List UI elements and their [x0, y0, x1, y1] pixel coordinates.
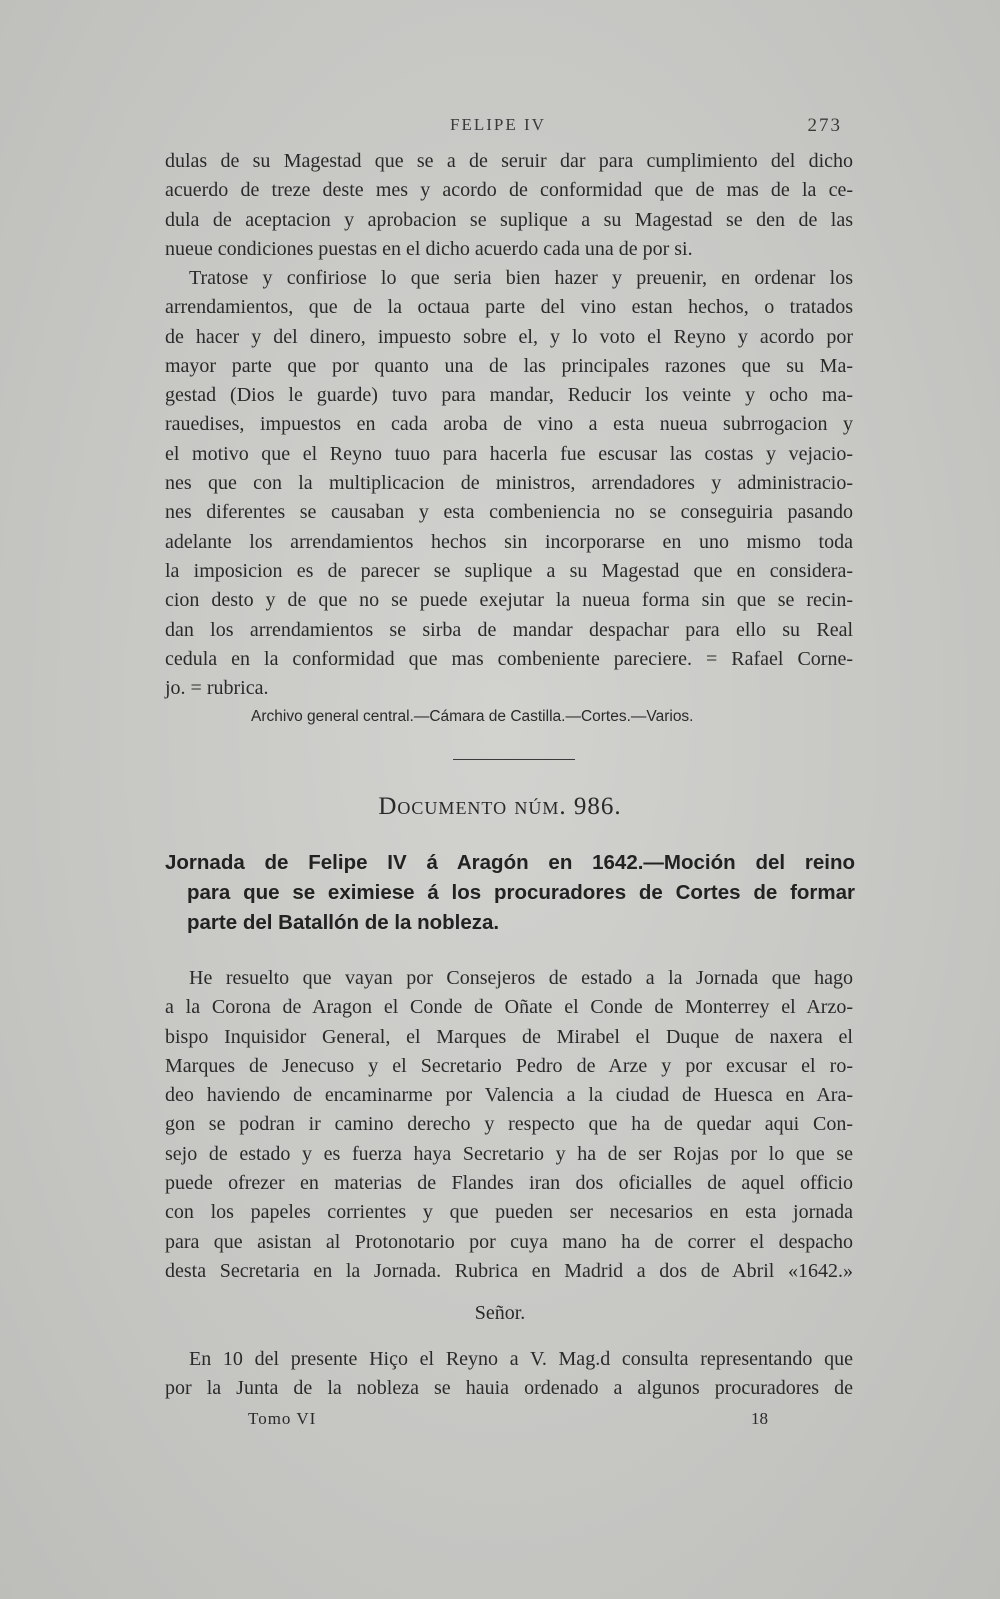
text-line: jo. = rubrica. — [165, 677, 269, 700]
salutation: Señor. — [474, 1302, 526, 1324]
heading-line: Jornada de Felipe IV á Aragón en 1642.—Moción del reino — [165, 851, 855, 874]
heading-line: para que se eximiese á los procuradores de Cortes de formar — [187, 881, 855, 904]
running-title: FELIPE IV — [450, 115, 546, 134]
text-line: nes que con la multiplicacion de ministros, arrendadores y administracio- — [165, 472, 853, 495]
text-line: desta Secretaria en la Jornada. Rubrica en Madrid a dos de Abril «1642.» — [165, 1259, 853, 1282]
text-line: dulas de su Magestad que se a de seruir dar para cumplimiento del dicho — [165, 150, 853, 172]
text-line: gestad (Dios le guarde) tuvo para mandar, Reducir los veinte y ocho ma- — [165, 384, 853, 407]
source-citation: Archivo general central.—Cámara de Castilla.—Cortes.—Varios. — [251, 708, 694, 725]
text-line: nueue condiciones puestas en el dicho acuerdo cada una de por si. — [165, 237, 693, 260]
document-label: Documento núm. — [378, 793, 567, 820]
text-line: con los papeles corrientes y que pueden ser necesarios en esta jornada — [165, 1201, 853, 1224]
running-header — [165, 115, 850, 139]
text-line: sejo de estado y es fuerza haya Secretario y ha de ser Rojas por lo que se — [165, 1142, 853, 1165]
text-line: cion desto y de que no se puede exejutar la nueua forma sin que se recin- — [165, 589, 853, 612]
text-line: bispo Inquisidor General, el Marques de Mirabel el Duque de naxera el — [165, 1025, 853, 1048]
text-line: dula de aceptacion y aprobacion se suplique a su Magestad se den de las — [165, 208, 853, 231]
text-line: nes diferentes se causaban y esta combeniencia no se conseguiria pasando — [165, 501, 853, 524]
signature-mark: 18 — [751, 1409, 768, 1428]
text-line: acuerdo de treze deste mes y acordo de conformidad que de mas de la ce- — [165, 179, 853, 202]
paragraph-tratose — [165, 264, 853, 703]
volume-label: Tomo VI — [248, 1409, 317, 1428]
continuation-text — [165, 147, 853, 264]
text-line: mayor parte que por quanto una de las principales razones que su Ma- — [165, 354, 853, 377]
text-line: En 10 del presente Hiço el Reyno a V. Mag.d consulta representando que — [189, 1348, 853, 1370]
text-line: por la Junta de la nobleza se hauia ordenado a algunos procuradores de — [165, 1377, 853, 1400]
text-line: arrendamientos, que de la octaua parte del vino estan hechos, o tratados — [165, 296, 853, 319]
text-line: la imposicion es de parecer se suplique a su Magestad que en considera- — [165, 559, 853, 582]
text-line: de hacer y del dinero, impuesto sobre el, y lo voto el Reyno y acordo por — [165, 325, 853, 348]
page-number: 273 — [807, 115, 842, 136]
section-divider — [453, 759, 575, 760]
page-footer — [248, 1409, 768, 1433]
closing-text — [165, 1345, 853, 1404]
text-line: cedula en la conformidad que mas combeniente pareciere. = Rafael Corne- — [165, 647, 853, 670]
text-line: He resuelto que vayan por Consejeros de estado a la Jornada que hago — [189, 967, 853, 989]
text-line: dan los arrendamientos se sirba de mandar despachar para ello su Real — [165, 618, 853, 641]
text-line: gon se podran ir camino derecho y respecto que ha de quedar aqui Con- — [165, 1113, 853, 1136]
text-line: Marques de Jenecuso y el Secretario Pedro de Arze y por excusar el ro- — [165, 1054, 853, 1077]
document-title — [0, 793, 1000, 821]
heading-line: parte del Batallón de la nobleza. — [187, 911, 500, 934]
document-number: 986. — [573, 793, 622, 820]
text-line: adelante los arrendamientos hechos sin incorporarse en uno mismo toda — [165, 530, 853, 553]
text-line: puede ofrezer en materias de Flandes iran dos oficialles de aquel officio — [165, 1172, 853, 1195]
text-line: rauedises, impuestos en cada aroba de vino a esta nueua subrrogacion y — [165, 413, 853, 436]
text-line: Tratose y confiriose lo que seria bien hazer y preuenir, en ordenar los — [189, 267, 853, 289]
text-line: deo haviendo de encaminarme por Valencia a la ciudad de Huesca en Ara- — [165, 1084, 853, 1107]
text-line: para que asistan al Protonotario por cuya mano ha de correr el despacho — [165, 1230, 853, 1253]
document-heading — [165, 848, 855, 938]
document-body — [165, 964, 853, 1286]
text-line: a la Corona de Aragon el Conde de Oñate el Conde de Monterrey el Arzo- — [165, 996, 853, 1019]
text-line: el motivo que el Reyno tuuo para hacerla fue escusar las costas y vejacio- — [165, 442, 853, 465]
